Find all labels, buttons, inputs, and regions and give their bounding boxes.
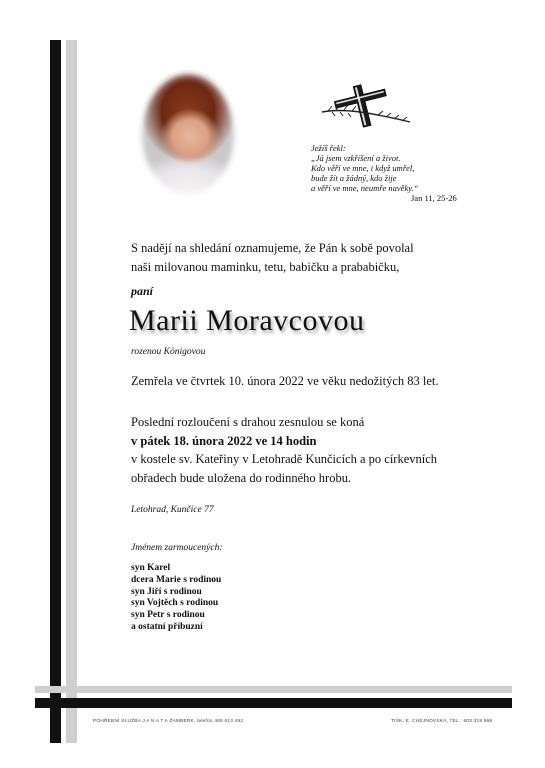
mourner-item: syn Karel bbox=[131, 563, 171, 573]
mourner-item: dcera Marie s rodinou bbox=[131, 574, 222, 585]
farewell-datetime: v pátek 18. února 2022 ve 14 hodin bbox=[131, 434, 317, 448]
mourners-heading: Jménem zarmoucených: bbox=[131, 543, 223, 553]
farewell-line: Poslední rozloučení s drahou zesnulou se koná bbox=[131, 415, 365, 429]
quote-line: „Já jsem vzkříšení a život. bbox=[311, 153, 401, 163]
left-bar-light bbox=[66, 40, 77, 743]
footer-print: TISK: E. CHEJNOVSKÁ, TEL.: 603 319 966 bbox=[391, 719, 493, 724]
mourner-item: a ostatní příbuzní bbox=[131, 621, 203, 632]
farewell-line: obřadech bude uložena do rodinného hrobu. bbox=[131, 471, 352, 485]
cross-icon bbox=[318, 82, 414, 128]
farewell-line: v kostele sv. Kateřiny v Letohradě Kunčicích a po církevních bbox=[131, 452, 438, 466]
quote-line: bude žít a žádný, kdo žije bbox=[311, 173, 397, 183]
announcement-line: S nadějí na shledání oznamujeme, že Pán k sobě povolal bbox=[131, 241, 414, 255]
mourner-item: syn Petr s rodinou bbox=[131, 610, 205, 621]
honorific: paní bbox=[131, 284, 154, 298]
footer-funeral-service: POHŘEBNÍ SLUŽBA J A N A T A ŽAMBERK, telefon 465 614 492 bbox=[93, 719, 244, 724]
mourner-item: syn Vojtěch s rodinou bbox=[131, 598, 219, 609]
deceased-name: Marii Moravcovou bbox=[129, 304, 365, 337]
announcement-line: naši milovanou maminku, tetu, babičku a prababičku, bbox=[131, 260, 400, 274]
quote-line: a věří ve mne, neumře navěky.“ bbox=[311, 183, 419, 193]
address: Letohrad, Kunčice 77 bbox=[131, 505, 214, 515]
maiden-name: rozenou Königovou bbox=[131, 347, 206, 357]
mourners-list bbox=[131, 563, 221, 634]
death-notice: Zemřela ve čtvrtek 10. února 2022 ve věku nedožitých 83 let. bbox=[131, 374, 439, 388]
portrait-photo bbox=[138, 70, 238, 198]
quote-reference: Jan 11, 25-26 bbox=[411, 193, 457, 203]
quote-intro: Ježíš řekl: bbox=[311, 143, 346, 153]
bottom-bar-light bbox=[35, 686, 512, 693]
bottom-bar-dark bbox=[35, 698, 512, 708]
left-bar-dark bbox=[50, 40, 61, 743]
quote-line: Kdo věří ve mne, i když umřel, bbox=[311, 163, 415, 173]
mourner-item: syn Jiří s rodinou bbox=[131, 586, 202, 597]
